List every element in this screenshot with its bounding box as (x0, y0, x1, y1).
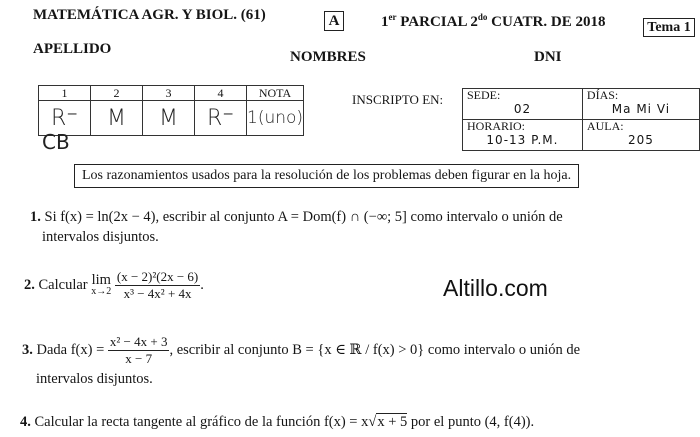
question-2-text: Calcular (38, 276, 88, 293)
watermark-text: Altillo.com (443, 275, 548, 301)
question-2-period: . (200, 276, 204, 293)
question-2-numerator: (x − 2)²(2x − 6) (116, 269, 199, 284)
grade-header-nota: NOTA (247, 86, 304, 101)
grade-header-1: 1 (39, 86, 91, 101)
sqrt-symbol: √ (368, 414, 377, 430)
question-3-pre: Dada f(x) = (36, 341, 105, 358)
dias-label: DÍAS: (586, 88, 619, 102)
exam-title (381, 12, 605, 31)
grade-header-3: 3 (143, 86, 195, 101)
horario-label: HORARIO: (467, 119, 526, 133)
exam-variant-box: A (324, 11, 344, 31)
question-2-denominator: x³ − 4x² + 4x (123, 286, 192, 301)
sede-value: 02 (513, 102, 532, 116)
question-2-number: 2. (24, 276, 35, 293)
question-4 (20, 414, 534, 431)
nombres-label: NOMBRES (290, 49, 366, 65)
grade-value-2: M (91, 101, 143, 136)
question-3-number: 3. (22, 341, 33, 358)
question-1-number: 1. (30, 209, 41, 225)
question-2 (24, 269, 204, 302)
horario-value: 10-13 P.M. (486, 133, 559, 147)
aula-cell (582, 120, 699, 151)
cuatr-text: CUATR. DE 2018 (491, 14, 606, 30)
cuatr-ordinal: 2 (470, 14, 478, 30)
limit-operator: lim (91, 271, 111, 288)
grade-value-4: R⁻ (195, 101, 247, 136)
inscripcion-table (462, 88, 700, 151)
horario-cell (463, 120, 583, 151)
grade-header-2: 2 (91, 86, 143, 101)
aula-label: AULA: (586, 119, 624, 133)
question-1 (30, 209, 563, 226)
course-title: MATEMÁTICA AGR. Y BIOL. (61) (33, 7, 266, 23)
question-4-pre: Calcular la recta tangente al gráfico de la función f(x) = x (34, 414, 369, 430)
question-3-numerator: x² − 4x + 3 (109, 334, 168, 349)
question-3-post: , escribir al conjunto B = {x ∈ ℝ / f(x) > 0} como intervalo o unión de (169, 341, 581, 358)
inscripto-label: INSCRIPTO EN: (352, 92, 444, 107)
instructions-notice: Los razonamientos usados para la resolución de los problemas deben figurar en la hoja. (74, 164, 579, 188)
parcial-ordinal: 1 (381, 14, 389, 30)
apellido-label: APELLIDO (33, 41, 112, 57)
question-2-limit (91, 271, 112, 298)
sede-label: SEDE: (467, 88, 501, 102)
aula-value: 205 (628, 133, 654, 147)
question-3 (22, 334, 580, 367)
parcial-ordinal-sup: er (388, 12, 397, 22)
sede-cell (463, 89, 583, 120)
grader-mark: CB (42, 130, 70, 154)
limit-subscript: x→2 (91, 285, 112, 297)
tema-box: Tema 1 (643, 18, 695, 37)
question-4-post: por el punto (4, f(4)). (407, 414, 535, 430)
question-4-number: 4. (20, 414, 31, 430)
question-1-line2: intervalos disjuntos. (42, 229, 159, 245)
question-2-fraction (115, 269, 200, 302)
question-4-radicand: x + 5 (377, 414, 408, 430)
dias-value: Ma Mi Vi (611, 102, 671, 116)
question-1-line1: Si f(x) = ln(2x − 4), escribir al conjunto A = Dom(f) ∩ (−∞; 5] como intervalo o unión de (44, 209, 563, 225)
dias-cell (582, 89, 699, 120)
grade-header-4: 4 (195, 86, 247, 101)
grade-value-3: M (143, 101, 195, 136)
parcial-word: PARCIAL (400, 14, 467, 30)
grade-value-1: R⁻ (39, 101, 91, 136)
dni-label: DNI (534, 49, 562, 65)
question-3-denominator: x − 7 (125, 351, 153, 366)
grades-table (38, 85, 304, 136)
question-3-fraction (108, 334, 170, 367)
cuatr-ordinal-sup: do (477, 12, 488, 22)
question-3-line2: intervalos disjuntos. (36, 371, 153, 387)
grade-value-nota: 1(uno) (247, 101, 304, 136)
